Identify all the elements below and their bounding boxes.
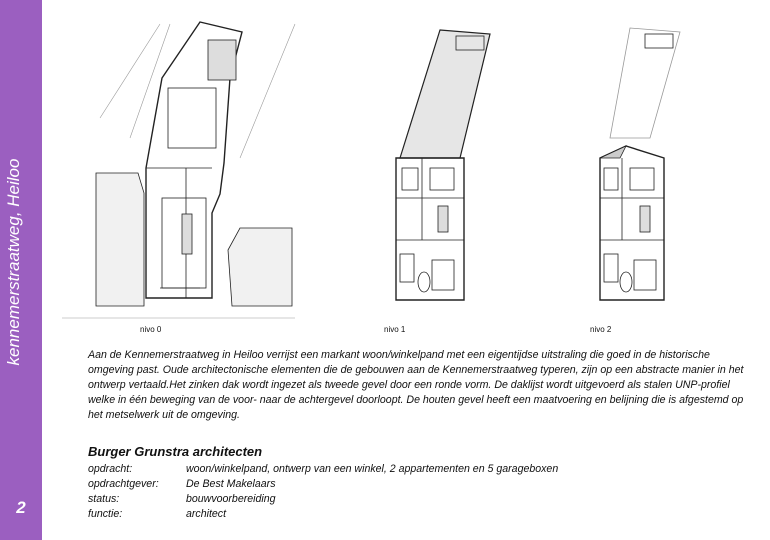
- firm-name: Burger Grunstra architecten: [88, 444, 263, 459]
- info-key: functie:: [88, 508, 123, 520]
- sidebar: [0, 0, 42, 540]
- info-key: opdrachtgever:: [88, 478, 159, 490]
- project-description: Aan de Kennemerstraatweg in Heiloo verrijst een markant woon/winkelpand met een eigentijdse uitstraling die goed in de historische omgeving past. Oude architectonische elementen die de gebouwen aan de Kennemerstraatweg typeren, zijn op een abstracte manier in het ontwerp vertaald.Het zinken dak wordt ingezet als tweede gevel door een ronde vorm. De daklijst wordt uitgevoerd als stalen UNP-profiel welke in één beweging van de voor- naar de achtergevel doorloopt. De houten gevel heeft een maatvoering en belijning die is afgestemd op het metselwerk uit de omgeving.: [88, 349, 744, 421]
- plan-label-nivo-0: nivo 0: [140, 325, 162, 334]
- info-key: opdracht:: [88, 463, 133, 475]
- info-row: [88, 477, 558, 492]
- project-info: [88, 462, 558, 522]
- info-row: [88, 507, 558, 522]
- info-value: architect: [186, 508, 227, 520]
- info-row: [88, 492, 558, 507]
- page-number: 2: [16, 498, 26, 517]
- plan-label-nivo-1: nivo 1: [384, 325, 406, 334]
- info-row: [88, 462, 558, 477]
- floor-plans-drawing: [60, 18, 760, 338]
- plan-label-nivo-2: nivo 2: [590, 325, 612, 334]
- sidebar-title: kennemerstraatweg, Heiloo: [4, 158, 23, 366]
- info-value: woon/winkelpand, ontwerp van een winkel, 2 appartementen en 5 garageboxen: [186, 463, 559, 475]
- info-key: status:: [88, 493, 120, 505]
- info-value: bouwvoorbereiding: [186, 493, 276, 505]
- info-value: De Best Makelaars: [186, 478, 276, 490]
